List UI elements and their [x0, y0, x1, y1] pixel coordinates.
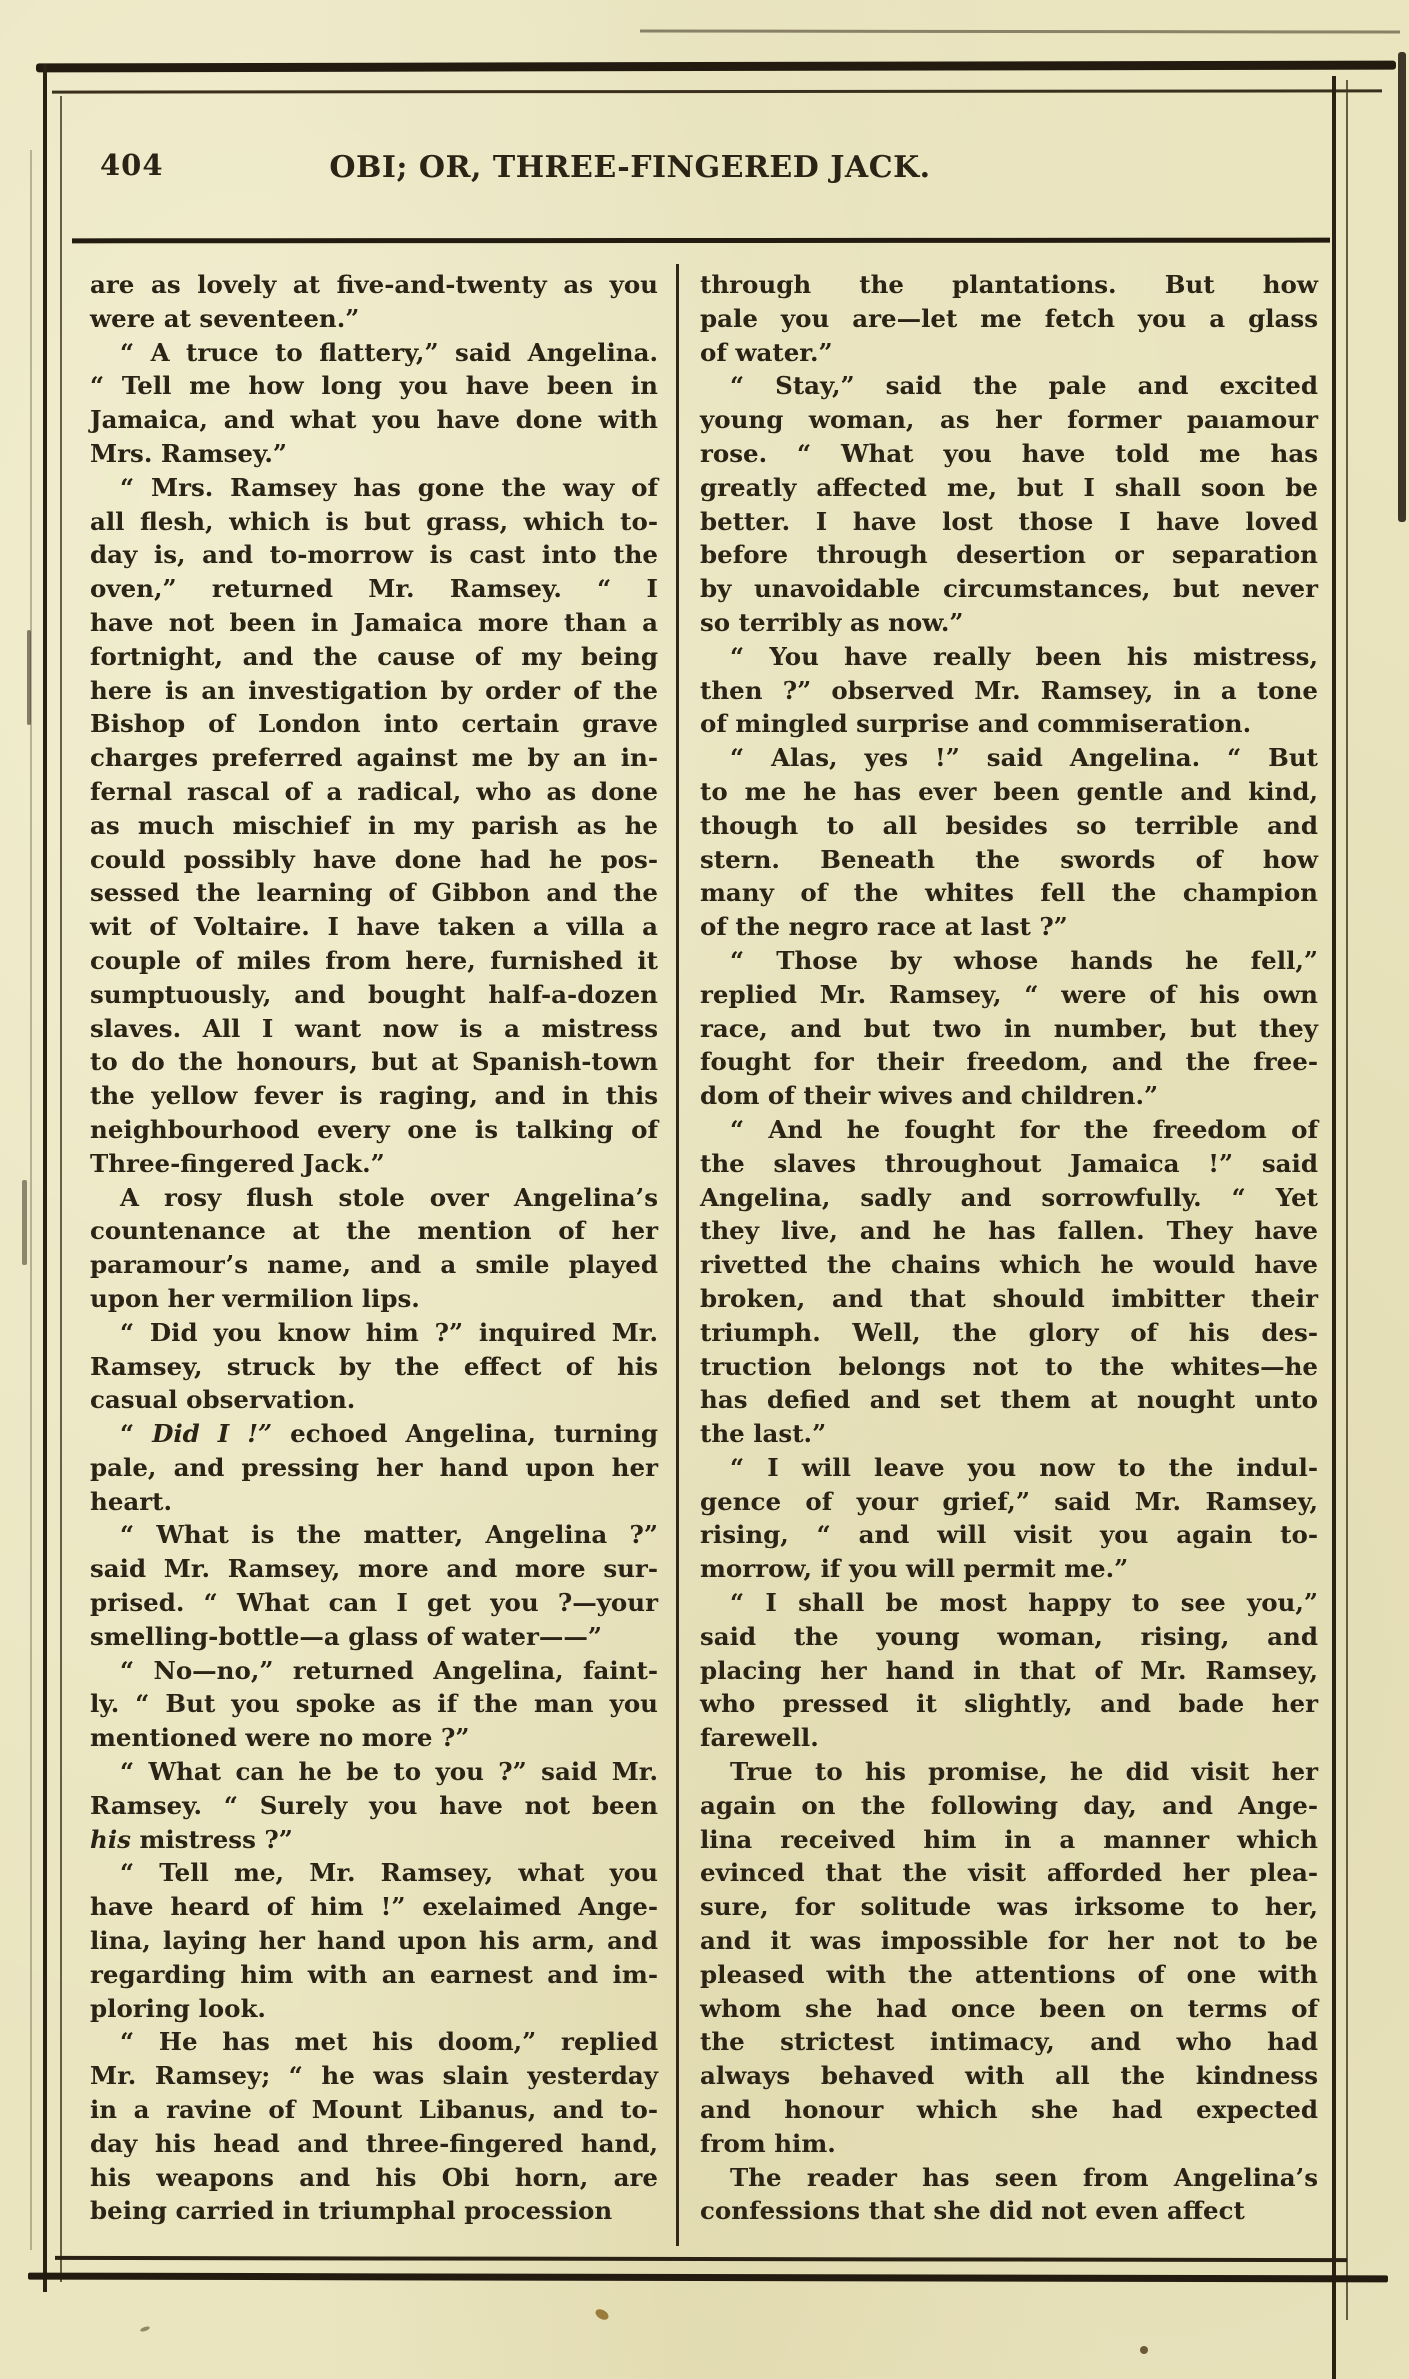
text-line: smelling-bottle—a glass of water——”: [90, 1621, 602, 1651]
frame-left-rule-outer: [43, 64, 47, 2292]
text-line: from him.: [700, 2128, 836, 2158]
text-line: of the negro race at last ?”: [700, 912, 1068, 942]
text-line: regarding him with an earnest and im-: [90, 1959, 658, 1989]
text-line: upon her vermilion lips.: [90, 1283, 420, 1313]
frame-bottom-rule-thick: [28, 2273, 1388, 2283]
text-line: the yellow fever is raging, and in this: [90, 1081, 658, 1111]
text-line: better. I have lost those I have loved: [700, 506, 1318, 536]
text-line: True to his promise, he did visit her: [730, 1757, 1318, 1787]
text-line: “ A truce to flattery,” said Angelina.: [120, 337, 658, 367]
left-column: [90, 268, 658, 2228]
text-line: has defied and set them at nought unto: [700, 1385, 1318, 1415]
text-line: neighbourhood every one is talking of: [90, 1114, 658, 1144]
text-line: sessed the learning of Gibbon and the: [90, 878, 658, 908]
text-line: oven,” returned Mr. Ramsey. “ I: [90, 574, 658, 604]
text-line: said Mr. Ramsey, more and more sur-: [90, 1554, 658, 1584]
text-line: slaves. All I want now is a mistress: [90, 1013, 658, 1043]
frame-top-rule-thick: [36, 61, 1396, 73]
text-line: truction belongs not to the whites—he: [700, 1351, 1318, 1381]
text-line: placing her hand in that of Mr. Ramsey,: [700, 1655, 1318, 1685]
text-line: replied Mr. Ramsey, “ were of his own: [700, 979, 1318, 1009]
paper-speck: [594, 2307, 611, 2322]
text-line: day his head and three-fingered hand,: [90, 2128, 658, 2158]
text-line: “ Alas, yes !” said Angelina. “ But: [730, 743, 1318, 773]
text-line: pale, and pressing her hand upon her: [90, 1452, 658, 1482]
text-line: though to all besides so terrible and: [700, 810, 1318, 840]
text-line: rivetted the chains which he would have: [700, 1250, 1318, 1280]
text-line: Mrs. Ramsey.”: [90, 438, 288, 468]
text-line: through the plantations. But how: [700, 270, 1318, 299]
text-line: of water.”: [700, 337, 833, 367]
text-line: Bishop of London into certain grave: [90, 709, 658, 739]
text-line: to me he has ever been gentle and kind,: [700, 776, 1318, 806]
text-line: many of the whites fell the champion: [700, 878, 1318, 908]
text-line: were at seventeen.”: [90, 303, 360, 333]
text-line: by unavoidable circumstances, but never: [700, 574, 1318, 604]
paper-speck: [1140, 2346, 1148, 2354]
text-line: whom she had once been on terms of: [700, 1993, 1318, 2023]
text-line: as much mischief in my parish as he: [90, 810, 658, 840]
text-line: charges preferred against me by an in-: [90, 743, 658, 773]
text-line: casual observation.: [90, 1385, 356, 1415]
text-line: and honour which she had expected: [700, 2095, 1318, 2125]
left-margin-crease: [30, 150, 32, 2250]
text-line: “ He has met his doom,” replied: [120, 2027, 658, 2057]
frame-top-rule-thin: [52, 89, 1382, 93]
text-line: rising, “ and will visit you again to-: [700, 1520, 1318, 1550]
text-line: being carried in triumphal procession: [90, 2196, 613, 2226]
text-line: then ?” observed Mr. Ramsey, in a tone: [700, 675, 1318, 705]
frame-right-rule-inner: [1346, 80, 1348, 2320]
text-line: rose. “ What you have told me has: [700, 438, 1318, 468]
text-line: lina, laying her hand upon his arm, and: [90, 1926, 658, 1956]
text-line: “ Those by whose hands he fell,”: [730, 945, 1318, 975]
page-edge-shadow: [1398, 52, 1406, 522]
text-line: have heard of him !” exelaimed Ange-: [90, 1892, 658, 1922]
text-line: they live, and he has fallen. They have: [700, 1216, 1318, 1246]
text-line: pale you are—let me fetch you a glass: [700, 303, 1318, 333]
text-line: and it was impossible for her not to be: [700, 1926, 1318, 1956]
text-line: here is an investigation by order of the: [90, 675, 658, 705]
scan-top-edge-line: [640, 29, 1400, 33]
text-line: before through desertion or separation: [700, 540, 1318, 570]
left-margin-mark-1: [27, 630, 31, 725]
text-line: have not been in Jamaica more than a: [90, 607, 658, 637]
text-line: again on the following day, and Ange-: [700, 1790, 1318, 1820]
text-line: “ Tell me how long you have been in: [90, 371, 658, 401]
page-title: OBI; OR, THREE-FINGERED JACK.: [329, 150, 931, 185]
frame-bottom-rule-thin: [55, 2256, 1347, 2262]
paper-speck: [140, 2325, 151, 2332]
text-line: Mr. Ramsey; “ he was slain yesterday: [90, 2061, 658, 2091]
text-line: fortnight, and the cause of my being: [90, 641, 658, 671]
text-line: lina received him in a manner which: [700, 1824, 1318, 1854]
text-line: race, and but two in number, but they: [700, 1013, 1318, 1043]
text-line: evinced that the visit afforded her plea-: [700, 1858, 1318, 1888]
text-line: his mistress ?”: [90, 1824, 293, 1854]
text-line: fernal rascal of a radical, who as done: [90, 776, 658, 806]
text-line: countenance at the mention of her: [90, 1216, 658, 1246]
text-line: Three-fingered Jack.”: [90, 1148, 385, 1178]
text-line: prised. “ What can I get you ?—your: [90, 1588, 658, 1618]
text-line: could possibly have done had he pos-: [90, 844, 658, 874]
text-line: “ I will leave you now to the indul-: [730, 1452, 1318, 1482]
text-line: dom of their wives and children.”: [700, 1081, 1159, 1111]
text-line: Angelina, sadly and sorrowfully. “ Yet: [700, 1182, 1318, 1212]
text-line: said the young woman, rising, and: [700, 1621, 1318, 1651]
text-line: broken, and that should imbitter their: [700, 1283, 1318, 1313]
text-line: “ Did I !” echoed Angelina, turning: [120, 1419, 658, 1449]
text-line: stern. Beneath the swords of how: [700, 844, 1318, 874]
text-line: “ What can he be to you ?” said Mr.: [120, 1757, 658, 1787]
text-line: the strictest intimacy, and who had: [700, 2027, 1318, 2057]
text-line: “ What is the matter, Angelina ?”: [120, 1520, 658, 1550]
text-line: pleased with the attentions of one with: [700, 1959, 1318, 1989]
text-line: Ramsey, struck by the effect of his: [90, 1351, 658, 1381]
text-line: A rosy flush stole over Angelina’s: [120, 1182, 658, 1212]
text-line: mentioned were no more ?”: [90, 1723, 470, 1753]
text-line: sure, for solitude was irksome to her,: [700, 1892, 1318, 1922]
frame-left-rule-inner: [60, 96, 62, 2282]
text-line: in a ravine of Mount Libanus, and to-: [90, 2095, 658, 2125]
text-line: gence of your grief,” said Mr. Ramsey,: [700, 1486, 1318, 1516]
text-line: The reader has seen from Angelina’s: [730, 2162, 1318, 2192]
frame-right-rule-outer: [1332, 76, 1336, 2379]
text-line: “ Tell me, Mr. Ramsey, what you: [120, 1858, 658, 1888]
text-line: Jamaica, and what you have done with: [90, 405, 658, 435]
text-line: morrow, if you will permit me.”: [700, 1554, 1129, 1584]
text-line: “ I shall be most happy to see you,”: [730, 1588, 1318, 1618]
text-line: “ And he fought for the freedom of: [730, 1114, 1318, 1144]
text-line: sumptuously, and bought half-a-dozen: [90, 979, 658, 1009]
text-line: paramour’s name, and a smile played: [90, 1250, 658, 1280]
text-line: farewell.: [700, 1723, 819, 1753]
text-line: “ You have really been his mistress,: [730, 641, 1318, 671]
text-line: always behaved with all the kindness: [700, 2061, 1318, 2091]
text-line: so terribly as now.”: [700, 607, 964, 637]
text-line: who pressed it slightly, and bade her: [700, 1689, 1318, 1719]
text-line: all flesh, which is but grass, which to-: [90, 506, 658, 536]
text-line: are as lovely at five-and-twenty as you: [90, 270, 658, 299]
text-line: couple of miles from here, furnished it: [90, 945, 658, 975]
text-line: “ Mrs. Ramsey has gone the way of: [120, 472, 658, 502]
text-line: fought for their freedom, and the free-: [700, 1047, 1318, 1077]
page-number: 404: [100, 148, 164, 182]
text-line: “ Stay,” said the pale and excited: [730, 371, 1318, 401]
text-line: to do the honours, but at Spanish-town: [90, 1047, 658, 1077]
text-line: confessions that she did not even affect: [700, 2196, 1245, 2226]
text-line: Ramsey. “ Surely you have not been: [90, 1790, 658, 1820]
right-column: [700, 268, 1318, 2228]
text-line: the slaves throughout Jamaica !” said: [700, 1148, 1318, 1178]
left-margin-mark-2: [22, 1180, 27, 1265]
text-line: of mingled surprise and commiseration.: [700, 709, 1252, 739]
text-line: ly. “ But you spoke as if the man you: [90, 1689, 658, 1719]
header-rule: [72, 238, 1330, 244]
text-line: “ Did you know him ?” inquired Mr.: [120, 1317, 658, 1347]
text-line: triumph. Well, the glory of his des-: [700, 1317, 1318, 1347]
text-line: wit of Voltaire. I have taken a villa a: [90, 912, 658, 942]
text-line: the last.”: [700, 1419, 827, 1449]
column-divider: [676, 264, 679, 2246]
text-line: day is, and to-morrow is cast into the: [90, 540, 658, 570]
text-line: his weapons and his Obi horn, are: [90, 2162, 658, 2192]
text-line: ploring look.: [90, 1993, 266, 2023]
text-line: “ No—no,” returned Angelina, faint-: [120, 1655, 658, 1685]
text-line: young woman, as her former paıamour: [700, 405, 1318, 435]
text-line: greatly affected me, but I shall soon be: [700, 472, 1318, 502]
text-line: heart.: [90, 1486, 173, 1516]
